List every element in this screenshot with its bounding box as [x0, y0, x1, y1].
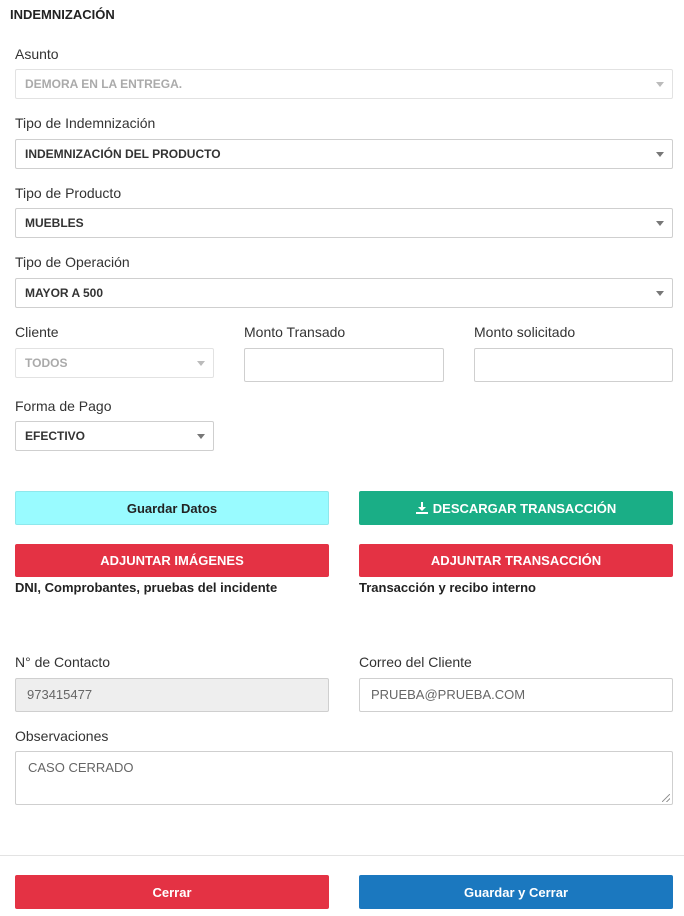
descargar-transaccion-label: DESCARGAR TRANSACCIÓN	[432, 500, 617, 516]
asunto-value: DEMORA EN LA ENTREGA.	[25, 77, 183, 91]
cliente-value: TODOS	[25, 356, 68, 370]
forma-pago-select[interactable]	[15, 421, 214, 451]
monto-solicitado-input[interactable]	[474, 348, 673, 382]
tipo-operacion-select[interactable]	[15, 278, 673, 308]
observaciones-label: Observaciones	[15, 728, 109, 744]
adjuntar-transaccion-button[interactable]	[359, 544, 673, 577]
correo-input[interactable]: PRUEBA@PRUEBA.COM	[359, 678, 673, 712]
observaciones-textarea[interactable]	[15, 751, 673, 805]
guardar-datos-label: Guardar Datos	[126, 500, 218, 516]
adjuntar-transaccion-label: ADJUNTAR TRANSACCIÓN	[430, 553, 602, 568]
forma-pago-label: Forma de Pago	[15, 398, 112, 414]
tipo-indemnizacion-value: INDEMNIZACIÓN DEL PRODUCTO	[25, 147, 221, 161]
monto-transado-label: Monto Transado	[244, 324, 346, 340]
imagenes-hint: DNI, Comprobantes, pruebas del incidente	[15, 580, 278, 595]
tipo-producto-value: MUEBLES	[25, 216, 84, 230]
monto-solicitado-label: Monto solicitado	[474, 324, 576, 340]
forma-pago-value: EFECTIVO	[25, 429, 86, 443]
chevron-down-icon	[656, 221, 664, 226]
chevron-down-icon	[656, 152, 664, 157]
footer-divider	[0, 855, 684, 856]
contacto-label: N° de Contacto	[15, 654, 111, 670]
adjuntar-imagenes-button[interactable]	[15, 544, 329, 577]
tipo-producto-label: Tipo de Producto	[15, 185, 122, 201]
cerrar-button[interactable]	[15, 875, 329, 909]
guardar-datos-button[interactable]	[15, 491, 329, 525]
resize-grip-icon[interactable]	[662, 794, 670, 802]
guardar-y-cerrar-button[interactable]	[359, 875, 673, 909]
cliente-select[interactable]	[15, 348, 214, 378]
page-title: INDEMNIZACIÓN	[10, 7, 115, 22]
observaciones-value: CASO CERRADO	[28, 760, 134, 775]
chevron-down-icon	[656, 291, 664, 296]
asunto-select[interactable]	[15, 69, 673, 99]
chevron-down-icon	[656, 82, 664, 87]
download-icon	[416, 502, 428, 514]
guardar-y-cerrar-label: Guardar y Cerrar	[463, 884, 569, 900]
cliente-label: Cliente	[15, 324, 59, 340]
contacto-input[interactable]: 973415477	[15, 678, 329, 712]
chevron-down-icon	[197, 434, 205, 439]
descargar-transaccion-button[interactable]	[359, 491, 673, 525]
adjuntar-imagenes-label: ADJUNTAR IMÁGENES	[100, 553, 244, 568]
tipo-operacion-label: Tipo de Operación	[15, 254, 130, 270]
tipo-operacion-value: MAYOR A 500	[25, 286, 104, 300]
cerrar-label: Cerrar	[152, 884, 192, 900]
chevron-down-icon	[197, 361, 205, 366]
tipo-indemnizacion-select[interactable]	[15, 139, 673, 169]
tipo-producto-select[interactable]	[15, 208, 673, 238]
transaccion-hint: Transacción y recibo interno	[359, 580, 536, 595]
correo-label: Correo del Cliente	[359, 654, 472, 670]
tipo-indemnizacion-label: Tipo de Indemnización	[15, 115, 156, 131]
monto-transado-input[interactable]	[244, 348, 444, 382]
asunto-label: Asunto	[15, 46, 59, 62]
